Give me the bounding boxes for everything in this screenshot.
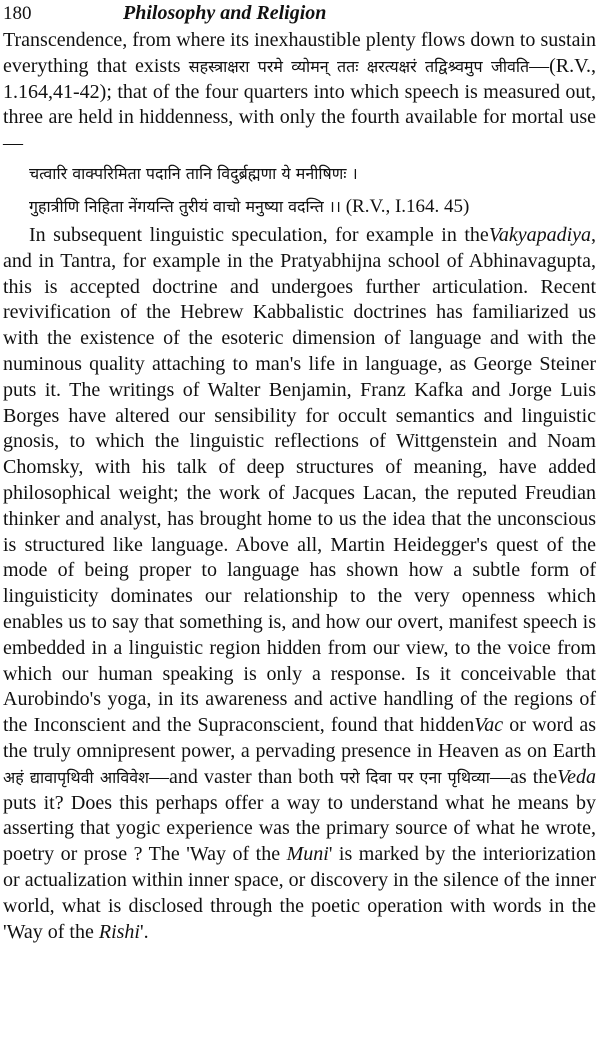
text-run: —as the [489,765,558,788]
text-run: puts it? Does this perhaps offer a way to understand what he means by asserting that yogic experience was the primary source of what he wrote, poetry or prose ? The 'Way of the [3,791,596,866]
text-run: '. [139,920,149,943]
sanskrit-quote: अहं द्यावापृथिवी आविवेश [3,767,149,787]
italic-term-vakyapadiya: Vakyapadiya [488,223,591,246]
text-run: —and vaster than both [149,765,340,788]
italic-term-rishi: Rishi [98,920,140,943]
page-body [3,28,596,945]
sanskrit-verse [3,157,596,223]
page-header [3,2,596,28]
verse-line-1 [29,157,596,190]
page-number: 180 [3,3,32,24]
paragraph-2 [3,223,596,945]
paragraph-1 [3,28,596,157]
italic-term-muni: Muni [286,843,329,866]
verse-reference: (R.V., I.164. 45) [340,195,470,217]
italic-term-veda: Veda [557,765,597,788]
text-run: In subsequent linguistic speculation, for example in the [29,223,489,246]
italic-term-vac: Vac [474,714,504,737]
text-run: Transcendence, from where its inexhaustible plenty flows down to sustain everything that exists [3,29,596,77]
verse-line-1-text: चत्वारि वाक्परिमिता पदानि तानि विदुर्ब्रह्मणा ये मनीषिणः । [29,163,358,183]
sanskrit-quote: सहस्त्राक्षरा परमे व्योमन् ततः क्षरत्यक्षरं तद्विश्र्वमुप जीवति [188,56,530,76]
running-title: Philosophy and Religion [123,2,327,24]
text-run: , and in Tantra, for example in the Pratyabhijna school of Abhinavagupta, this is accepted doctrine and undergoes further articulation. Recent revivification of the Hebrew Kabbalistic doctrines has familiarized us with the existence of the esoteric dimension of language and with the numinous quality attaching to man's life in language, as George Steiner puts it. The writings of Walter Benjamin, Franz Kafka and Jorge Luis Borges have altered our sensibility for occult semantics and linguistic gnosis, to which the linguistic reflections of Wittgenstein and Noam Chomsky, with his talk of deep structures of meaning, have added philosophical weight; the work of Jacques Lacan, the reputed Freudian thinker and analyst, has brought home to us the idea that the unconscious is structured like language. Above all, Martin Heidegger's quest of the mode of being proper to language has shown how a subtle form of linguisticity dominates our relationship to the very openness which enables us to say that something is, and how our overt, manifest speech is embedded in a linguistic region hidden from our view, to the voice from which our human speaking is only a response. Is it conceivable that Aurobindo's yoga, in its awareness and active handling of the regions of the Inconscient and the Supraconscient, found that hidden [3,223,596,737]
text-run: —(R.V., 1.164,41-42); that of the four quarters into which speech is measured out, three are held in hiddenness, with only the fourth available for mortal use— [3,54,596,155]
verse-line-2-text: गुहात्रीणि निहिता नेंगयन्ति तुरीयं वाचो मनुष्या वदन्ति ।। [29,196,341,216]
sanskrit-quote: परो दिवा पर एना पृथिव्या [339,767,490,787]
text-run: or word as the truly omnipresent power, a pervading presence in Heaven as on Earth [3,714,596,762]
verse-line-2 [29,190,596,223]
text-run: ' is marked by the interiorization or actualization within inner space, or discovery in the silence of the inner world, what is disclosed through the poetic operation with words in the 'Way of the [3,843,596,943]
